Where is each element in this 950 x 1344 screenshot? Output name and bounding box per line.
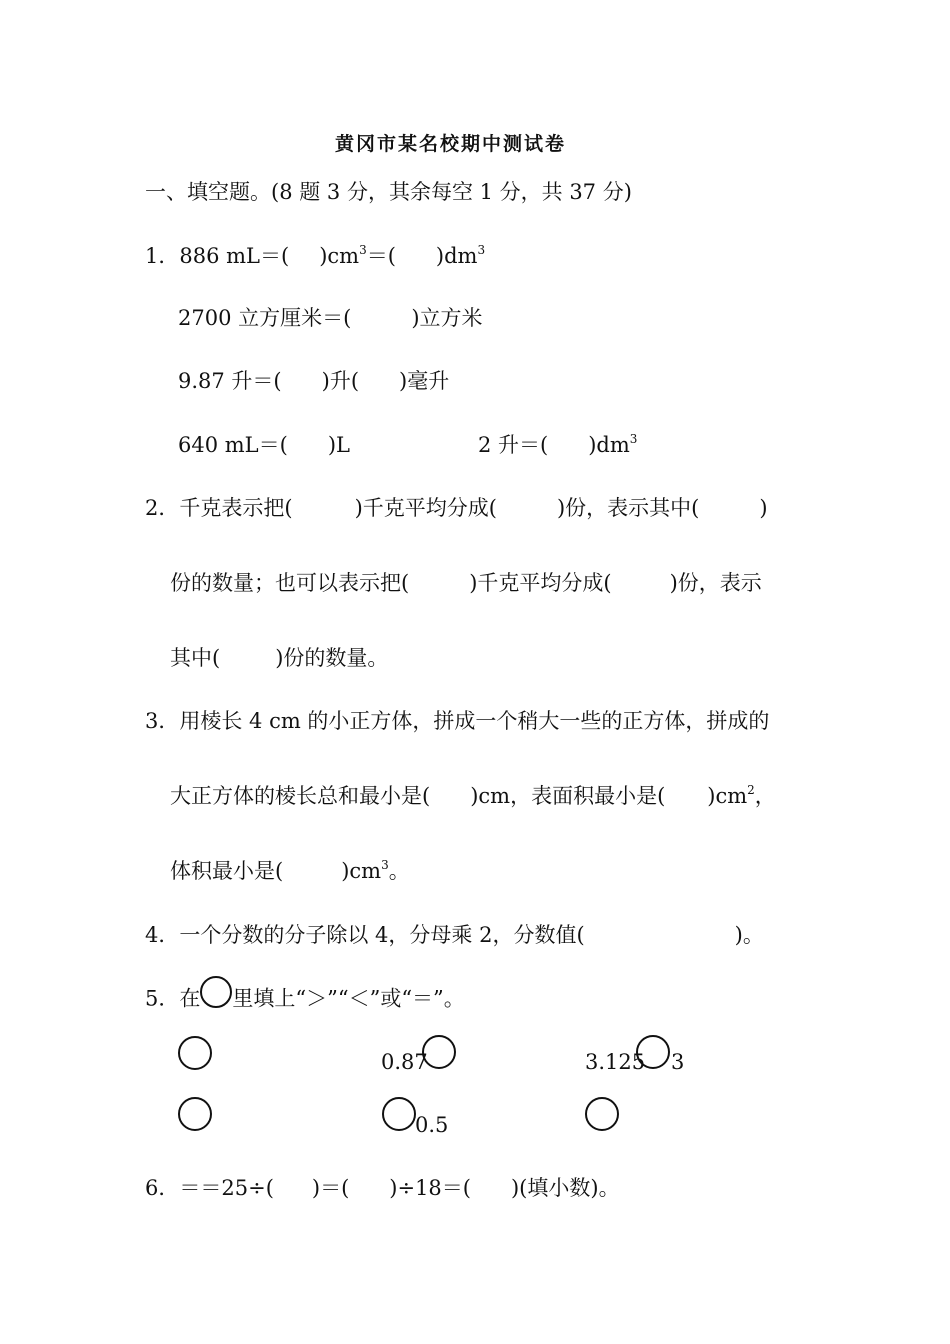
compare-circle-icon[interactable] — [585, 1097, 619, 1131]
q2-text: ) — [759, 496, 768, 520]
q2-text: )千克平均分成( — [469, 571, 612, 595]
page-title: 黄冈市某名校期中测试卷 — [335, 133, 567, 155]
question-2-line-3 — [170, 644, 388, 672]
q2-text: 其中( — [170, 646, 221, 670]
q1-text: ＝( — [366, 244, 396, 268]
q3-text: )cm — [707, 784, 748, 808]
compare-circle-icon[interactable] — [422, 1035, 456, 1069]
q3-text: 体积最小是( — [170, 859, 284, 883]
compare-left-value: 0.87 — [381, 1050, 428, 1074]
question-1-line-4b — [478, 431, 637, 462]
q5-text: 在 — [179, 986, 201, 1011]
q1-text: )dm — [435, 244, 478, 268]
superscript: 3 — [477, 243, 486, 257]
question-1-line-2 — [178, 304, 483, 332]
question-1-line-4a — [178, 431, 350, 459]
q6-text: )÷18＝( — [389, 1176, 471, 1200]
q1-text: 640 mL＝( — [178, 433, 288, 457]
question-number: 3． — [145, 709, 180, 733]
q1-text: )L — [327, 433, 350, 457]
q4-text: )。 — [734, 923, 764, 947]
question-number: 5． — [145, 986, 180, 1011]
question-4 — [145, 921, 764, 949]
superscript: 3 — [359, 243, 367, 257]
superscript: 2 — [747, 783, 755, 797]
q4-text: 一个分数的分子除以 4，分母乘 2，分数值( — [179, 923, 585, 947]
superscript: 3 — [629, 432, 638, 446]
q2-text: )千克平均分成( — [354, 496, 497, 520]
compare-circle-icon[interactable] — [178, 1036, 212, 1070]
question-number: 2． — [145, 496, 180, 520]
section-heading: 一、填空题。(8 题 3 分，其余每空 1 分，共 37 分) — [145, 180, 632, 204]
q3-text: 用棱长 4 cm 的小正方体，拼成一个稍大一些的正方体，拼成的 — [179, 709, 770, 733]
q2-text: )份的数量。 — [275, 646, 389, 670]
question-5 — [145, 984, 465, 1016]
q1-text: )毫升 — [399, 369, 450, 393]
q3-text: 大正方体的棱长总和最小是( — [170, 784, 431, 808]
q1-text: )cm — [319, 244, 360, 268]
q3-text: 。 — [388, 859, 410, 883]
q1-text: )升( — [321, 369, 360, 393]
question-1-line-3 — [178, 367, 449, 395]
question-3-line-2 — [170, 782, 776, 813]
question-3-line-3 — [170, 857, 410, 888]
compare-right-value: 0.5 — [415, 1113, 449, 1137]
compare-circle-icon[interactable] — [636, 1035, 670, 1069]
q3-text: )cm — [341, 859, 382, 883]
q1-text: 2 升＝( — [478, 433, 549, 457]
compare-circle-icon[interactable] — [178, 1097, 212, 1131]
question-number: 4． — [145, 923, 180, 947]
question-1-line-1 — [145, 242, 485, 273]
q6-text: )＝( — [311, 1176, 350, 1200]
q6-text: )(填小数)。 — [510, 1176, 620, 1200]
q1-text: 9.87 升＝( — [178, 369, 282, 393]
q1-text: 2700 立方厘米＝( — [178, 306, 352, 330]
q2-text: )份，表示 — [669, 571, 762, 595]
q2-text: 千克表示把( — [179, 496, 293, 520]
question-number: 6． — [145, 1176, 180, 1200]
q1-text: 886 mL＝( — [179, 244, 290, 268]
compare-circle-icon[interactable] — [382, 1097, 416, 1131]
compare-right-value: 3 — [671, 1050, 685, 1074]
question-2-line-2 — [170, 569, 762, 597]
q1-text: )dm — [588, 433, 630, 457]
q3-text: )cm，表面积最小是( — [470, 784, 666, 808]
q6-text: ＝＝25÷( — [179, 1176, 274, 1200]
question-number: 1． — [145, 244, 180, 268]
question-2-line-1 — [145, 494, 768, 522]
q2-text: )份，表示其中( — [556, 496, 700, 520]
superscript: 3 — [381, 858, 389, 872]
q2-text: 份的数量；也可以表示把( — [170, 571, 410, 595]
answer-circle-icon — [200, 976, 232, 1008]
question-3-line-1 — [145, 707, 769, 735]
compare-left-value: 3.125 — [585, 1050, 646, 1074]
question-6 — [145, 1174, 620, 1202]
q5-text: 里填上“＞”“＜”或“＝”。 — [232, 986, 465, 1011]
q3-text: ， — [754, 784, 776, 808]
q1-text: )立方米 — [411, 306, 483, 330]
